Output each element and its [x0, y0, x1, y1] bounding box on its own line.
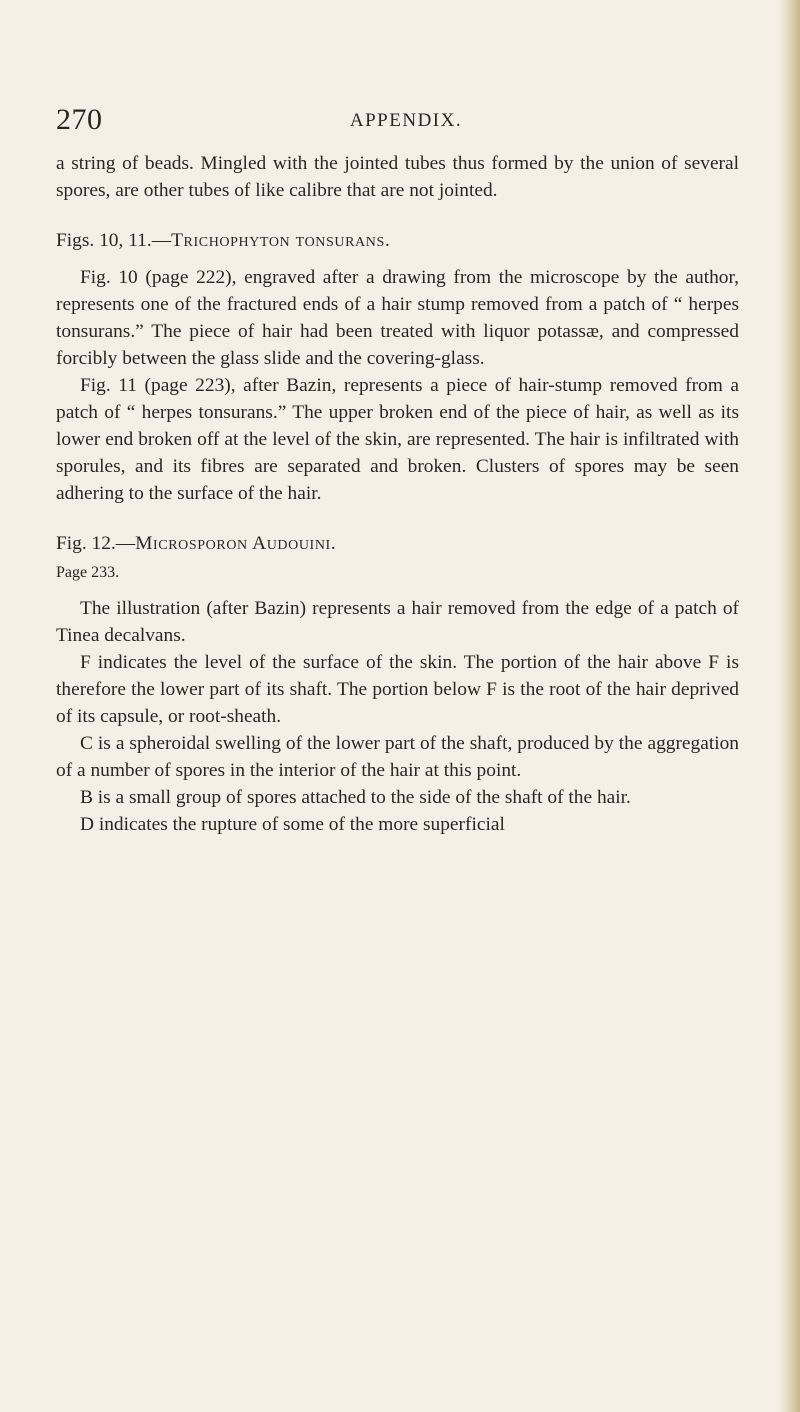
- paragraph: Fig. 10 (page 222), engraved after a drawing from the microscope by the author, represents one of the fractured ends of a hair stump removed from a patch of “ herpes tonsurans.” The piece of hair had been treated with liquor potassæ, and compressed forcibly between the glass slide and the covering-glass.: [56, 267, 739, 369]
- page-number: 270: [56, 103, 103, 136]
- heading-title: Microsporon Audouini.: [135, 533, 337, 554]
- section-subheading: Page 233.: [56, 564, 120, 581]
- paragraph: a string of beads. Mingled with the jointed tubes thus formed by the union of several spores, are other tubes of like calibre that are not jointed.: [56, 153, 739, 201]
- paragraph: B is a small group of spores attached to the side of the shaft of the hair.: [80, 787, 631, 808]
- paragraph: Fig. 11 (page 223), after Bazin, represents a piece of hair-stump removed from a patch of “ herpes tonsurans.” The upper broken end of the piece of hair, as well as its lower end broken off at the level of the skin, are represented. The hair is infiltrated with sporules, and its fibres are separated and broken. Clusters of spores may be seen adhering to the surface of the hair.: [56, 375, 739, 504]
- section-heading: [56, 530, 739, 557]
- page-edge-shadow: [778, 0, 800, 1412]
- section-heading: [56, 227, 739, 254]
- paragraph: D indicates the rupture of some of the more superficial: [80, 814, 505, 835]
- paragraph: The illustration (after Bazin) represents a hair removed from the edge of a patch of Tinea decalvans.: [56, 598, 739, 646]
- paragraph: F indicates the level of the surface of the skin. The portion of the hair above F is therefore the lower part of its shaft. The portion below F is the root of the hair deprived of its capsule, or root-sheath.: [56, 652, 739, 727]
- running-head: APPENDIX.: [349, 110, 463, 131]
- page-body: [56, 150, 739, 838]
- page-header: [56, 100, 756, 140]
- heading-prefix: Figs. 10, 11.—: [56, 230, 172, 251]
- heading-prefix: Fig. 12.—: [56, 533, 136, 554]
- heading-title: Trichophyton tonsurans.: [171, 230, 391, 251]
- paragraph: C is a spheroidal swelling of the lower part of the shaft, produced by the aggregation of a number of spores in the interior of the hair at this point.: [56, 733, 739, 781]
